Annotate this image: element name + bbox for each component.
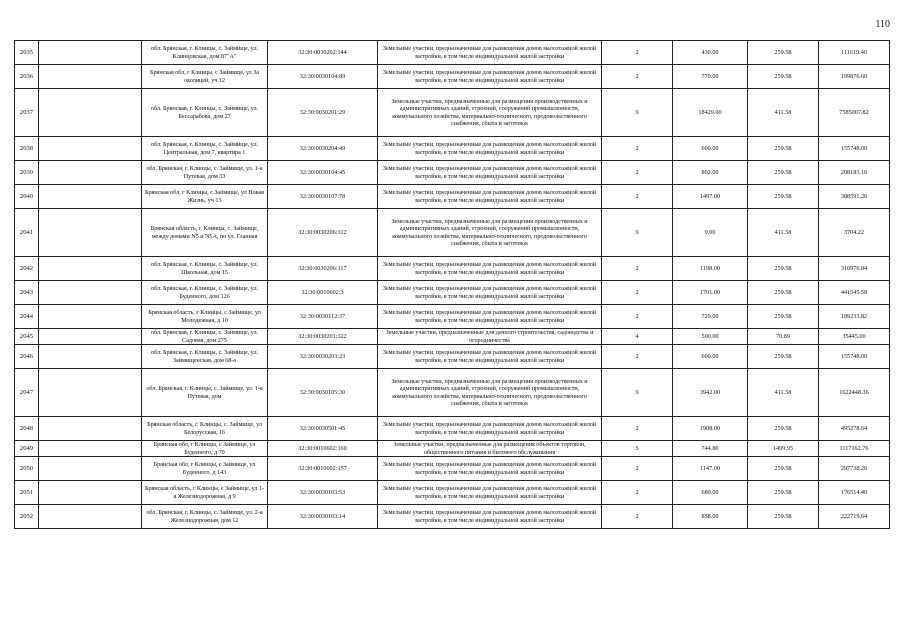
- table-row: [15, 41, 890, 65]
- row-number-cell: 2041: [15, 209, 39, 257]
- group-cell: 4: [602, 329, 673, 345]
- row-number-cell: 2050: [15, 457, 39, 481]
- rate-cell: 411.58: [748, 209, 819, 257]
- group-cell: 2: [602, 505, 673, 529]
- table-row: [15, 417, 890, 441]
- table-row: [15, 161, 890, 185]
- group-cell: 5: [602, 441, 673, 457]
- blank-cell: [39, 41, 142, 65]
- cadastral-value-cell: 222719.64: [819, 505, 890, 529]
- cadastral-value-cell: 297738.26: [819, 457, 890, 481]
- land-use-cell: Земельные участки, предназначенные для размещения производственных и административных зданий, строений, сооружений промышленности, коммунального хозяйства, материально-технического, продовольственного снабжения, сбыта и заготовок: [378, 89, 602, 137]
- land-use-cell: Земельные участки, предназначенные для размещения домов малоэтажной жилой застройки, в том числе индивидуальной жилой застройки: [378, 481, 602, 505]
- page-number: 110: [875, 19, 890, 30]
- row-number-cell: 2048: [15, 417, 39, 441]
- table-row: [15, 89, 890, 137]
- table-row: [15, 457, 890, 481]
- address-cell: Брянская область, г. Клинцы, с. Займище, ул Белорусская, 16: [142, 417, 268, 441]
- table-row: [15, 65, 890, 89]
- cadastral-number-cell: 32:30:0010602:160: [268, 441, 378, 457]
- address-cell: обл. Брянская, г. Клинцы, с. Займище, ул. 2-я Железнодорожная, дом 12: [142, 505, 268, 529]
- blank-cell: [39, 305, 142, 329]
- cadastral-value-cell: 7585007.82: [819, 89, 890, 137]
- cadastral-value-cell: 111619.40: [819, 41, 890, 65]
- group-cell: 9: [602, 369, 673, 417]
- land-use-cell: Земельные участки, предназначенные для размещения домов малоэтажной жилой застройки, в том числе индивидуальной жилой застройки: [378, 65, 602, 89]
- cadastral-number-cell: 32:30:0030107:78: [268, 185, 378, 209]
- rate-cell: 259.58: [748, 281, 819, 305]
- area-cell: 3942.00: [673, 369, 748, 417]
- land-use-cell: Земельные участки, предназначенные для размещения домов малоэтажной жилой застройки, в том числе индивидуальной жилой застройки: [378, 505, 602, 529]
- address-cell: обл. Брянская, г. Клинцы, с. Займище, ул. Бессарабова, дом 27: [142, 89, 268, 137]
- cadastral-value-cell: 199876.60: [819, 65, 890, 89]
- table-row: [15, 185, 890, 209]
- address-cell: Брянская область, г Клинцы, с Займище, ул 1-я Железнодорожная, д 9: [142, 481, 268, 505]
- cadastral-value-cell: 208183.16: [819, 161, 890, 185]
- group-cell: 2: [602, 161, 673, 185]
- land-use-cell: Земельные участки, предназначенные для размещения производственных и административных зданий, строений, сооружений промышленности, коммунального хозяйства, материально-технического, продовольственного снабжения, сбыта и заготовок: [378, 209, 602, 257]
- land-use-cell: Земельные участки, предназначенные для размещения домов малоэтажной жилой застройки, в том числе индивидуальной жилой застройки: [378, 137, 602, 161]
- address-cell: обл. Брянская, г. Клинцы, с. Займище, ул. Садовая, дом 275: [142, 329, 268, 345]
- blank-cell: [39, 281, 142, 305]
- blank-cell: [39, 185, 142, 209]
- rate-cell: 259.58: [748, 137, 819, 161]
- blank-cell: [39, 417, 142, 441]
- group-cell: 2: [602, 457, 673, 481]
- address-cell: обл. Брянская, г. Клинцы, с. Займище, ул. Центральная, дом 7, квартира 1: [142, 137, 268, 161]
- blank-cell: [39, 257, 142, 281]
- blank-cell: [39, 329, 142, 345]
- cadastral-value-cell: 189233.82: [819, 305, 890, 329]
- group-cell: 2: [602, 65, 673, 89]
- table-row: [15, 209, 890, 257]
- table-row: [15, 505, 890, 529]
- address-cell: обл. Брянская, г. Клинцы, с. Займище, ул. Клинцовская, дом 87"А": [142, 41, 268, 65]
- group-cell: 2: [602, 41, 673, 65]
- blank-cell: [39, 457, 142, 481]
- blank-cell: [39, 89, 142, 137]
- cadastral-value-table: [14, 40, 890, 529]
- table-row: [15, 257, 890, 281]
- cadastral-number-cell: 32:30:0030105:30: [268, 369, 378, 417]
- row-number-cell: 2045: [15, 329, 39, 345]
- group-cell: 2: [602, 185, 673, 209]
- group-cell: 9: [602, 89, 673, 137]
- rate-cell: 411.58: [748, 89, 819, 137]
- land-use-cell: Земельные участки, предназначенные для размещения домов малоэтажной жилой застройки, в том числе индивидуальной жилой застройки: [378, 185, 602, 209]
- cadastral-value-cell: 155748.00: [819, 137, 890, 161]
- address-cell: обл. Брянская, г. Клинцы, с. Займище, ул. Буденного, дом 126: [142, 281, 268, 305]
- address-cell: обл. Брянская, г. Клинцы, с. Займище, ул. 1-я Путевая, дом 33: [142, 161, 268, 185]
- blank-cell: [39, 369, 142, 417]
- cadastral-number-cell: 32:30:0010602:157: [268, 457, 378, 481]
- area-cell: 1701.00: [673, 281, 748, 305]
- area-cell: 744.80: [673, 441, 748, 457]
- rate-cell: 259.58: [748, 257, 819, 281]
- address-cell: Брянская обл, г Клинцы, с Займище, ул Новая Жизнь, уч 13: [142, 185, 268, 209]
- land-use-cell: Земельные участки, предназначенные для дачного строительства, садоводства и огородничества: [378, 329, 602, 345]
- cadastral-number-cell: 32:30:0030206:117: [268, 257, 378, 281]
- blank-cell: [39, 137, 142, 161]
- group-cell: 2: [602, 281, 673, 305]
- rate-cell: 259.58: [748, 65, 819, 89]
- cadastral-value-cell: 441545.58: [819, 281, 890, 305]
- cadastral-number-cell: 32:30:0030112:37: [268, 305, 378, 329]
- rate-cell: 259.58: [748, 481, 819, 505]
- area-cell: 770.00: [673, 65, 748, 89]
- group-cell: 2: [602, 257, 673, 281]
- address-cell: Брянская обл, г Клинцы, с Займище, ул Буденного, д 70: [142, 441, 268, 457]
- address-cell: обл. Брянская, г. Клинцы, с. Займище, ул. 1-я Путевая, дом: [142, 369, 268, 417]
- rate-cell: 411.58: [748, 369, 819, 417]
- area-cell: 500.00: [673, 329, 748, 345]
- area-cell: 1908.00: [673, 417, 748, 441]
- area-cell: 680.00: [673, 481, 748, 505]
- row-number-cell: 2052: [15, 505, 39, 529]
- area-cell: 1497.00: [673, 185, 748, 209]
- cadastral-value-cell: 388591.26: [819, 185, 890, 209]
- address-cell: Брянская обл, г Клинцы, с Займище, ул За околицей, уч 12: [142, 65, 268, 89]
- cadastral-value-cell: 310976.84: [819, 257, 890, 281]
- area-cell: 729.00: [673, 305, 748, 329]
- rate-cell: 70.89: [748, 329, 819, 345]
- land-use-cell: Земельные участки, предназначенные для размещения производственных и административных зданий, строений, сооружений промышленности, коммунального хозяйства, материально-технического, продовольственного снабжения, сбыта и заготовок: [378, 369, 602, 417]
- land-use-cell: Земельные участки, предназначенные для размещения объектов торговли, общественного питания и бытового обслуживания: [378, 441, 602, 457]
- row-number-cell: 2049: [15, 441, 39, 457]
- area-cell: 802.00: [673, 161, 748, 185]
- cadastral-number-cell: 32:30:0030103:14: [268, 505, 378, 529]
- blank-cell: [39, 345, 142, 369]
- table-row: [15, 329, 890, 345]
- address-cell: Брянская обл, г Клинцы, с Займище, ул Буденного, д 143: [142, 457, 268, 481]
- land-use-cell: Земельные участки, предназначенные для размещения домов малоэтажной жилой застройки, в том числе индивидуальной жилой застройки: [378, 161, 602, 185]
- land-use-cell: Земельные участки, предназначенные для размещения домов малоэтажной жилой застройки, в том числе индивидуальной жилой застройки: [378, 417, 602, 441]
- blank-cell: [39, 209, 142, 257]
- land-use-cell: Земельные участки, предназначенные для размещения домов малоэтажной жилой застройки, в том числе индивидуальной жилой застройки: [378, 457, 602, 481]
- row-number-cell: 2046: [15, 345, 39, 369]
- rate-cell: 259.58: [748, 185, 819, 209]
- cadastral-value-cell: 1622448.36: [819, 369, 890, 417]
- cadastral-value-cell: 35445.00: [819, 329, 890, 345]
- group-cell: 2: [602, 345, 673, 369]
- cadastral-number-cell: 32:30:0030103:53: [268, 481, 378, 505]
- land-use-cell: Земельные участки, предназначенные для размещения домов малоэтажной жилой застройки, в том числе индивидуальной жилой застройки: [378, 345, 602, 369]
- blank-cell: [39, 441, 142, 457]
- cadastral-number-cell: 32:30:0030201:322: [268, 329, 378, 345]
- area-cell: 9.00: [673, 209, 748, 257]
- land-use-cell: Земельные участки, предназначенные для размещения домов малоэтажной жилой застройки, в том числе индивидуальной жилой застройки: [378, 281, 602, 305]
- group-cell: 9: [602, 209, 673, 257]
- group-cell: 2: [602, 417, 673, 441]
- table-row: [15, 481, 890, 505]
- area-cell: 858.00: [673, 505, 748, 529]
- table-row: [15, 345, 890, 369]
- row-number-cell: 2039: [15, 161, 39, 185]
- cadastral-number-cell: 32:30:0030201:29: [268, 89, 378, 137]
- cadastral-value-cell: 155748.00: [819, 345, 890, 369]
- cadastral-value-cell: 1117162.76: [819, 441, 890, 457]
- blank-cell: [39, 65, 142, 89]
- land-use-cell: Земельные участки, предназначенные для размещения домов малоэтажной жилой застройки, в том числе индивидуальной жилой застройки: [378, 305, 602, 329]
- blank-cell: [39, 505, 142, 529]
- row-number-cell: 2038: [15, 137, 39, 161]
- cadastral-number-cell: 32:30:0030501:45: [268, 417, 378, 441]
- area-cell: 1198.00: [673, 257, 748, 281]
- area-cell: 18429.00: [673, 89, 748, 137]
- rate-cell: 259.58: [748, 161, 819, 185]
- row-number-cell: 2051: [15, 481, 39, 505]
- group-cell: 2: [602, 481, 673, 505]
- row-number-cell: 2036: [15, 65, 39, 89]
- table-row: [15, 369, 890, 417]
- row-number-cell: 2043: [15, 281, 39, 305]
- rate-cell: 1499.95: [748, 441, 819, 457]
- address-cell: обл. Брянская, г. Клинцы, с. Займище, ул. Школьная, дом 15: [142, 257, 268, 281]
- cadastral-number-cell: 32:30:0030206:312: [268, 209, 378, 257]
- table-row: [15, 281, 890, 305]
- cadastral-number-cell: 32:30:0030204:49: [268, 137, 378, 161]
- group-cell: 2: [602, 305, 673, 329]
- cadastral-number-cell: 32:30:0010602:3: [268, 281, 378, 305]
- blank-cell: [39, 161, 142, 185]
- area-cell: 1147.00: [673, 457, 748, 481]
- rate-cell: 259.58: [748, 305, 819, 329]
- row-number-cell: 2047: [15, 369, 39, 417]
- rate-cell: 259.58: [748, 505, 819, 529]
- row-number-cell: 2037: [15, 89, 39, 137]
- area-cell: 600.00: [673, 137, 748, 161]
- address-cell: Брянская область, г Клинцы, с Займище, ул Молодежная, д 10: [142, 305, 268, 329]
- row-number-cell: 2042: [15, 257, 39, 281]
- row-number-cell: 2035: [15, 41, 39, 65]
- cadastral-value-cell: 176514.40: [819, 481, 890, 505]
- cadastral-value-cell: 3704.22: [819, 209, 890, 257]
- rate-cell: 259.58: [748, 417, 819, 441]
- table-row: [15, 137, 890, 161]
- group-cell: 2: [602, 137, 673, 161]
- rate-cell: 259.58: [748, 457, 819, 481]
- rate-cell: 259.58: [748, 345, 819, 369]
- cadastral-number-cell: 32:30:0030203:23: [268, 345, 378, 369]
- cadastral-number-cell: 32:30:0030104:45: [268, 161, 378, 185]
- table-row: [15, 441, 890, 457]
- address-cell: обл. Брянская, г. Клинцы, с. Займище, ул. Займищенская, дом 68-а: [142, 345, 268, 369]
- row-number-cell: 2044: [15, 305, 39, 329]
- area-cell: 600.00: [673, 345, 748, 369]
- table-row: [15, 305, 890, 329]
- blank-cell: [39, 481, 142, 505]
- cadastral-number-cell: 32:30:0030104:89: [268, 65, 378, 89]
- land-use-cell: Земельные участки, предназначенные для размещения домов малоэтажной жилой застройки, в том числе индивидуальной жилой застройки: [378, 41, 602, 65]
- address-cell: Брянская область, г. Клинцы, с. Займище, между домами N5 и N5А, по ул. Гланная: [142, 209, 268, 257]
- land-use-cell: Земельные участки, предназначенные для размещения домов малоэтажной жилой застройки, в том числе индивидуальной жилой застройки: [378, 257, 602, 281]
- rate-cell: 259.58: [748, 41, 819, 65]
- cadastral-value-cell: 495278.64: [819, 417, 890, 441]
- row-number-cell: 2040: [15, 185, 39, 209]
- cadastral-number-cell: 32:30:0030202:144: [268, 41, 378, 65]
- area-cell: 430.00: [673, 41, 748, 65]
